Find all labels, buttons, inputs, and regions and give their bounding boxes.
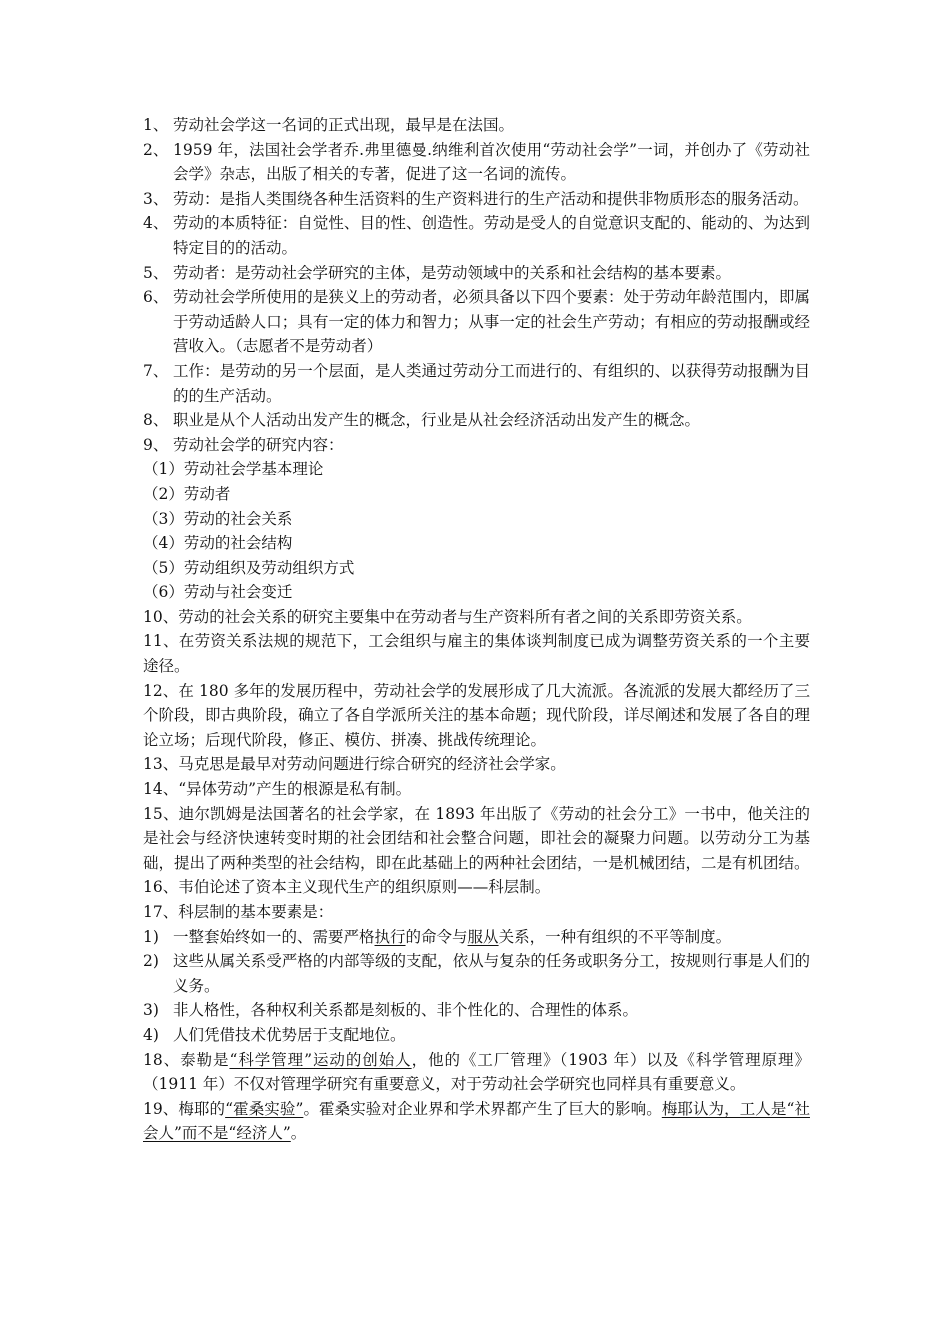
sub-item: （6）劳动与社会变迁	[143, 583, 293, 602]
item-number: 6、	[143, 288, 169, 307]
item-text: 劳动者：是劳动社会学研究的主体，是劳动领域中的关系和社会结构的基本要素。	[173, 263, 732, 282]
item-text: 劳动社会学所使用的是狭义上的劳动者，必须具备以下四个要素：处于劳动年龄范围内，即属于劳动适龄人口；具有一定的体力和智力；从事一定的社会生产劳动；有相应的劳动报酬或经营收入。（志愿者不是劳动者）	[173, 288, 810, 356]
list-item	[143, 261, 810, 286]
paragraph-10: 10、劳动的社会关系的研究主要集中在劳动者与生产资料所有者之间的关系即劳资关系。	[143, 607, 752, 626]
paragraph-14: 14、“异体劳动”产生的根源是私有制。	[143, 780, 412, 799]
underlined-text: “科学管理”运动的创始人	[229, 1050, 412, 1069]
paragraph-11: 11、在劳资关系法规的规范下，工会组织与雇主的集体谈判制度已成为调整劳资关系的一个主要途径。	[143, 632, 810, 676]
paragraph-12: 12、在 180 多年的发展历程中，劳动社会学的发展形成了几大流派。各流派的发展大都经历了三个阶段，即古典阶段，确立了各自学派所关注的基本命题；现代阶段，详尽阐述和发展了各自的理论立场；后现代阶段，修正、模仿、拼凑、挑战传统理论。	[143, 681, 810, 749]
list-item	[143, 113, 810, 138]
item-text: 非人格性，各种权利关系都是刻板的、非个性化的、合理性的体系。	[173, 1001, 639, 1020]
item-text: 工作：是劳动的另一个层面，是人类通过劳动分工而进行的、有组织的、以获得劳动报酬为目的的生产活动。	[173, 361, 810, 405]
text-run: ，他的《工厂管理》（1903 年）以及《科学管理原理》（1911 年）不仅对管理学研究有重要意义，对于劳动社会学研究也同样具有重要意义。	[143, 1050, 810, 1094]
item-number: 1)	[143, 927, 159, 946]
item-text: 职业是从个人活动出发产生的概念，行业是从社会经济活动出发产生的概念。	[173, 411, 701, 430]
list-item	[143, 925, 810, 950]
item-text: 劳动社会学的研究内容：	[173, 435, 344, 454]
list-item	[143, 187, 810, 212]
item-number: 3)	[143, 1001, 159, 1020]
sub-item: （3）劳动的社会关系	[143, 509, 293, 528]
paragraph-16: 16、韦伯论述了资本主义现代生产的组织原则——科层制。	[143, 878, 551, 897]
paragraph-18	[143, 1048, 810, 1097]
sub-item: （4）劳动的社会结构	[143, 534, 293, 553]
list-item	[143, 285, 810, 359]
item-text: 这些从属关系受严格的内部等级的支配，依从与复杂的任务或职务分工，按规则行事是人们的义务。	[173, 952, 810, 995]
item-text: 劳动社会学这一名词的正式出现，最早是在法国。	[173, 116, 515, 134]
item-text: 劳动：是指人类围绕各种生活资料的生产资料进行的生产活动和提供非物质形态的服务活动。	[173, 189, 809, 208]
sub-item: （5）劳动组织及劳动组织方式	[143, 558, 355, 577]
paragraph-17: 17、科层制的基本要素是：	[143, 903, 334, 921]
item-number: 3、	[143, 189, 169, 208]
list-item	[143, 408, 810, 433]
list-item	[143, 211, 810, 260]
list-item	[143, 359, 810, 408]
paragraph-15: 15、迪尔凯姆是法国著名的社会学家，在 1893 年出版了《劳动的社会分工》一书中，他关注的是社会与经济快速转变时期的社会团结和社会整合问题，即社会的凝聚力问题。以劳动分工为基础，提出了两种类型的社会结构，即在此基础上的两种社会团结，一是机械团结，二是有机团结。	[143, 804, 810, 872]
item-number: 2)	[143, 952, 159, 971]
item-number: 7、	[143, 361, 169, 380]
sub-item: （2）劳动者	[143, 484, 231, 503]
paragraph-19	[143, 1097, 810, 1146]
text-run: 。霍桑实验对企业界和学术界都产生了巨大的影响。	[303, 1099, 662, 1118]
item-number: 4)	[143, 1025, 159, 1044]
document-page	[143, 113, 810, 1146]
item-number: 4、	[143, 214, 169, 233]
item-text	[173, 925, 810, 950]
list-item	[143, 949, 810, 998]
text-run: 19、梅耶的	[143, 1099, 226, 1118]
list-item	[143, 998, 810, 1023]
list-item	[143, 433, 810, 458]
item-number: 1、	[143, 116, 169, 134]
list-item	[143, 138, 810, 187]
paragraph-13: 13、马克思是最早对劳动问题进行综合研究的经济社会学家。	[143, 755, 566, 774]
underlined-text: 服从	[467, 927, 499, 946]
text-run: 18、泰勒是	[143, 1050, 230, 1069]
underlined-text: 梅耶认为，工人是“社会人”而不是“经济人”	[143, 1099, 810, 1143]
list-item	[143, 1023, 810, 1048]
text-run: 的命令与	[405, 927, 468, 946]
text-run: 关系，一种有组织的不平等制度。	[498, 927, 732, 946]
item-number: 8、	[143, 411, 169, 430]
item-text: 劳动的本质特征：自觉性、目的性、创造性。劳动是受人的自觉意识支配的、能动的、为达到特定目的的活动。	[173, 214, 810, 257]
item-text: 1959 年，法国社会学者乔.弗里德曼.纳维利首次使用“劳动社会学”一词，并创办了《劳动社会学》杂志，出版了相关的专著，促进了这一名词的流传。	[173, 140, 810, 184]
sub-item: （1）劳动社会学基本理论	[143, 460, 324, 479]
text-run: 一整套始终如一的、需要严格	[173, 927, 375, 946]
underlined-text: “霍桑实验”	[225, 1099, 304, 1118]
item-text: 人们凭借技术优势居于支配地位。	[173, 1025, 406, 1044]
item-number: 5、	[143, 263, 169, 282]
underlined-text: 执行	[374, 927, 406, 946]
item-number: 2、	[143, 140, 169, 159]
item-number: 9、	[143, 435, 169, 454]
text-run: 。	[290, 1124, 307, 1143]
